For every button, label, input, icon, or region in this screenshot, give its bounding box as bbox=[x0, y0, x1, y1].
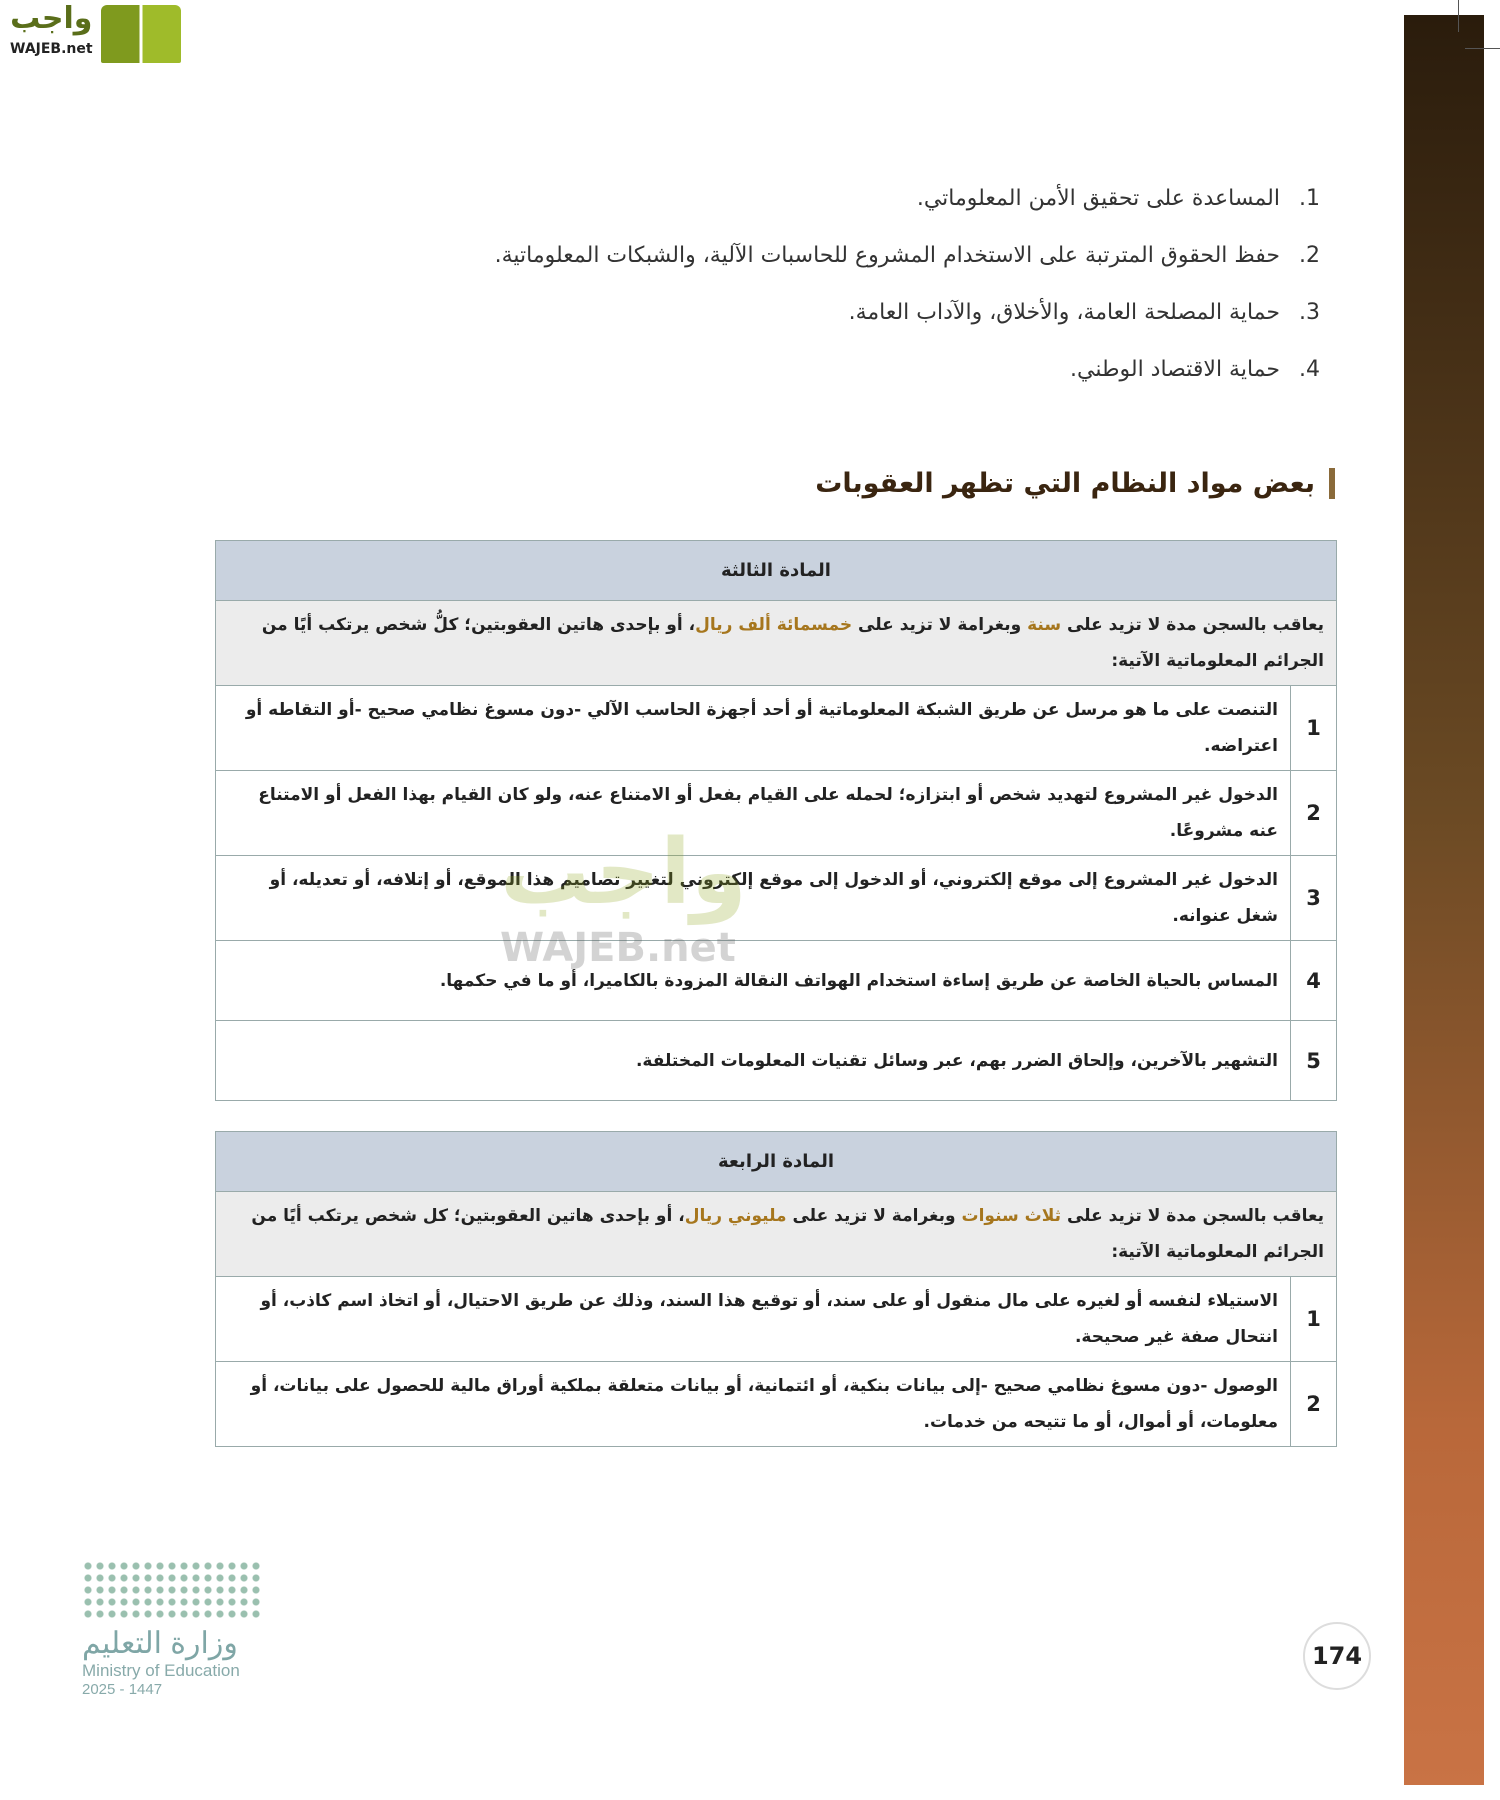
row-number: 1 bbox=[1291, 1277, 1337, 1362]
list-number: 2. bbox=[1299, 243, 1320, 268]
list-item bbox=[495, 357, 1320, 414]
intro-text: يعاقب بالسجن مدة لا تزيد على bbox=[1061, 1206, 1324, 1226]
table-row bbox=[216, 1021, 1337, 1101]
ministry-name-en: Ministry of Education bbox=[82, 1661, 240, 1680]
ministry-name-ar: وزارة التعليم bbox=[82, 1627, 238, 1660]
list-number: 3. bbox=[1299, 300, 1320, 325]
intro-text: وبغرامة لا تزيد على bbox=[786, 1206, 962, 1226]
page-number: 174 bbox=[1303, 1622, 1371, 1690]
article-title: المادة الثالثة bbox=[216, 541, 1337, 601]
highlight-penalty: ثلاث سنوات bbox=[961, 1206, 1062, 1226]
row-number: 3 bbox=[1291, 856, 1337, 941]
list-item bbox=[495, 300, 1320, 357]
article-3-table bbox=[215, 540, 1337, 1101]
crop-mark bbox=[1458, 0, 1459, 32]
list-text: حفظ الحقوق المترتبة على الاستخدام المشروع للحاسبات الآلية، والشبكات المعلوماتية. bbox=[494, 243, 1280, 268]
row-text: التنصت على ما هو مرسل عن طريق الشبكة المعلوماتية أو أحد أجهزة الحاسب الآلي -دون مسوغ نظامي صحيح -أو التقاطه أو اعتراضه. bbox=[216, 686, 1291, 771]
row-text: المساس بالحياة الخاصة عن طريق إساءة استخدام الهواتف النقالة المزودة بالكاميرا، أو ما في حكمها. bbox=[216, 941, 1291, 1021]
book-icon bbox=[101, 5, 181, 63]
list-number: 4. bbox=[1299, 357, 1320, 382]
table-row bbox=[216, 1362, 1337, 1447]
intro-text: ، أو بإحدى هاتين العقوبتين؛ كل شخص يرتكب أيًا من الجرائم المعلوماتية الآتية: bbox=[251, 1206, 1324, 1262]
intro-text: ، أو بإحدى هاتين العقوبتين؛ كلُّ شخص يرتكب أيًا من الجرائم المعلوماتية الآتية: bbox=[261, 615, 1324, 671]
section-heading: بعض مواد النظام التي تظهر العقوبات bbox=[815, 468, 1335, 499]
row-number: 1 bbox=[1291, 686, 1337, 771]
table-row bbox=[216, 941, 1337, 1021]
list-item bbox=[495, 243, 1320, 300]
intro-text: وبغرامة لا تزيد على bbox=[852, 615, 1028, 635]
ministry-year: 2025 - 1447 bbox=[82, 1681, 163, 1698]
row-text: التشهير بالآخرين، وإلحاق الضرر بهم، عبر وسائل تقنيات المعلومات المختلفة. bbox=[216, 1021, 1291, 1101]
row-text: الاستيلاء لنفسه أو لغيره على مال منقول أو على سند، أو توقيع هذا السند، وذلك عن طريق الاحتيال، أو اتخاذ اسم كاذب، أو انتحال صفة غير صحيحة. bbox=[216, 1277, 1291, 1362]
article-title: المادة الرابعة bbox=[216, 1132, 1337, 1192]
list-text: حماية الاقتصاد الوطني. bbox=[1070, 357, 1280, 382]
row-text: الدخول غير المشروع لتهديد شخص أو ابتزازه؛ لحمله على القيام بفعل أو الامتناع عنه، ولو كان القيام بهذا الفعل أو الامتناع عنه مشروعًا. bbox=[216, 771, 1291, 856]
row-number: 2 bbox=[1291, 1362, 1337, 1447]
table-row bbox=[216, 686, 1337, 771]
ministry-logo bbox=[82, 1560, 262, 1698]
article-intro bbox=[216, 1192, 1337, 1277]
list-number: 1. bbox=[1299, 186, 1320, 211]
highlight-fine: مليوني ريال bbox=[684, 1206, 787, 1226]
crop-mark bbox=[1465, 48, 1500, 49]
wajeb-logo bbox=[10, 1, 181, 64]
highlight-penalty: سنة bbox=[1027, 615, 1062, 635]
logo-text-en: WAJEB.net bbox=[10, 41, 93, 57]
objectives-list bbox=[495, 186, 1320, 414]
list-item bbox=[495, 186, 1320, 243]
article-4-table bbox=[215, 1131, 1337, 1447]
watermark-text-en: WAJEB.net bbox=[500, 925, 736, 971]
row-text: الوصول -دون مسوغ نظامي صحيح -إلى بيانات بنكية، أو ائتمانية، أو بيانات متعلقة بملكية أوراق مالية للحصول على بيانات، أو معلومات، أو أموال، أو ما تتيحه من خدمات. bbox=[216, 1362, 1291, 1447]
intro-text: يعاقب بالسجن مدة لا تزيد على bbox=[1061, 615, 1324, 635]
logo-text-ar: واجب bbox=[10, 1, 93, 36]
list-text: المساعدة على تحقيق الأمن المعلوماتي. bbox=[916, 186, 1280, 211]
row-number: 2 bbox=[1291, 771, 1337, 856]
row-number: 5 bbox=[1291, 1021, 1337, 1101]
table-row bbox=[216, 856, 1337, 941]
table-row bbox=[216, 771, 1337, 856]
ministry-dots-icon bbox=[82, 1560, 262, 1620]
row-number: 4 bbox=[1291, 941, 1337, 1021]
article-intro bbox=[216, 601, 1337, 686]
row-text: الدخول غير المشروع إلى موقع إلكتروني، أو الدخول إلى موقع إلكتروني لتغيير تصاميم هذا الموقع، أو إتلافه، أو تعديله، أو شغل عنوانه. bbox=[216, 856, 1291, 941]
list-text: حماية المصلحة العامة، والأخلاق، والآداب العامة. bbox=[848, 300, 1280, 325]
highlight-fine: خمسمائة ألف ريال bbox=[695, 615, 853, 635]
table-row bbox=[216, 1277, 1337, 1362]
side-color-band bbox=[1404, 15, 1484, 1785]
watermark-text: واجب bbox=[500, 820, 747, 925]
